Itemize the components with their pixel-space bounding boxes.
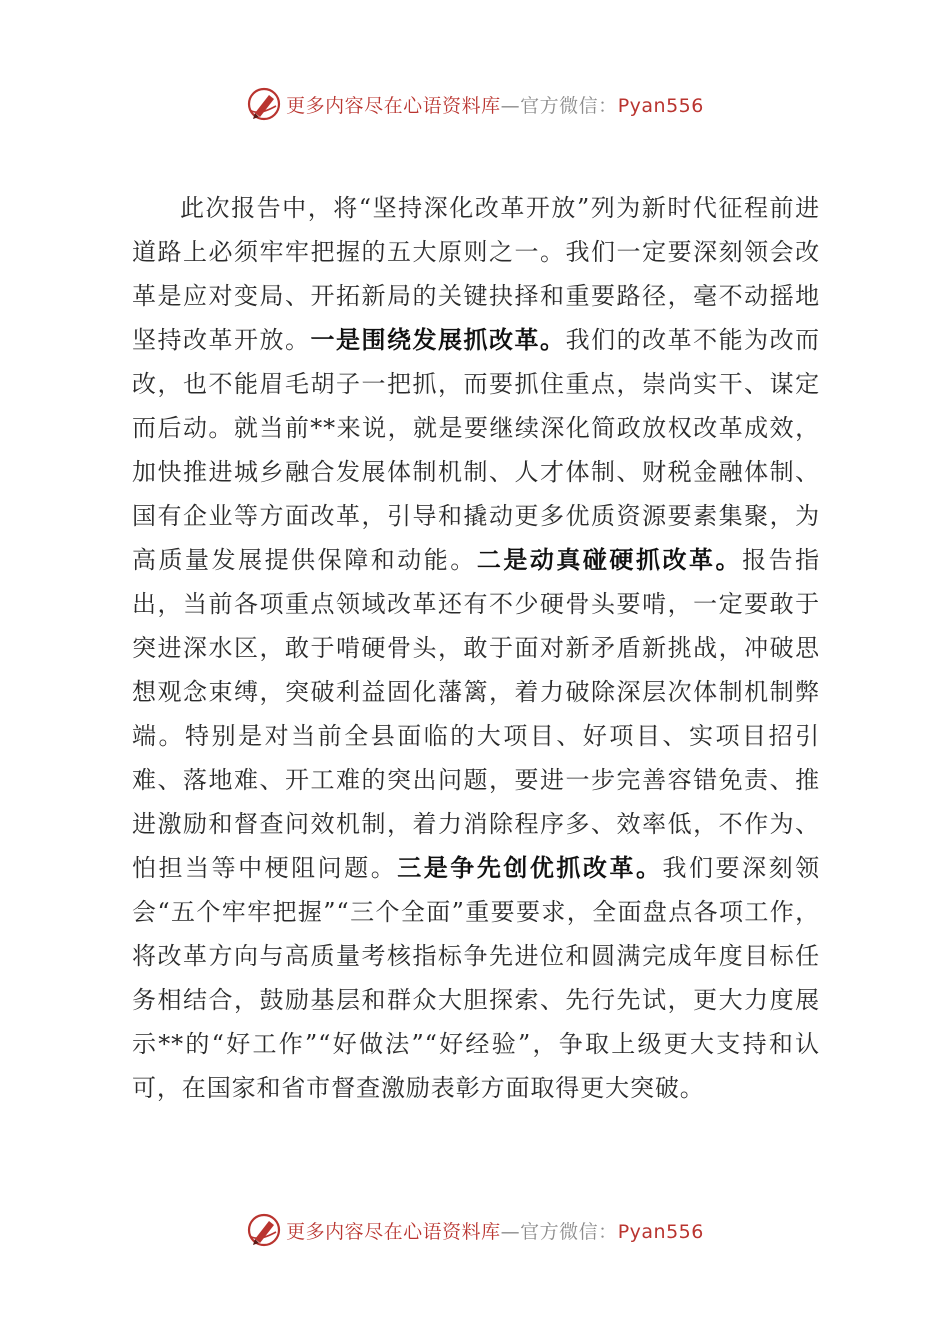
body-text-segment: 我们要深刻领会“五个牢牢把握”“三个全面”重要要求，全面盘点各项工作，将改革方向与高质量考核指标争先进位和圆满完成年度目标任务相结合，鼓励基层和群众大胆探索、先行先试，更大力度展示**的“好工作”“好做法”“好经验”，争取上级更大支持和认可，在国家和省市督查激励表彰方面取得更大突破。: [132, 854, 821, 1102]
watermark-text: [286, 1217, 704, 1244]
footer-watermark: [0, 1210, 950, 1250]
body-text-segment: 报告指出，当前各项重点领域改革还有不少硬骨头要啃，一定要敢于突进深水区，敢于啃硬骨头，敢于面对新矛盾新挑战，冲破思想观念束缚，突破利益固化藩篱，着力破除深层次体制机制弊端。特别是对当前全县面临的大项目、好项目、实项目招引难、落地难、开工难的突出问题，要进一步完善容错免责、推进激励和督查问效机制，着力消除程序多、效率低，不作为、怕担当等中梗阻问题。: [132, 546, 821, 882]
body-paragraph: [132, 186, 820, 1110]
pen-logo-icon: [246, 86, 282, 122]
watermark-dash: —: [500, 1220, 521, 1243]
bold-heading-3: 三是争先创优抓改革。: [397, 853, 663, 882]
watermark-title: 更多内容尽在心语资料库: [286, 94, 501, 117]
body-text-segment: 我们的改革不能为改而改，也不能眉毛胡子一把抓，而要抓住重点，崇尚实干、谋定而后动。就当前**来说，就是要继续深化简政放权改革成效，加快推进城乡融合发展体制机制、人才体制、财税金融体制、国有企业等方面改革，引导和撬动更多优质资源要素集聚，为高质量发展提供保障和动能。: [132, 326, 821, 574]
watermark-wechat-label: 官方微信：: [520, 1220, 618, 1243]
watermark-text: [286, 91, 704, 118]
bold-heading-2: 二是动真碰硬抓改革。: [476, 545, 743, 574]
bold-heading-1: 一是围绕发展抓改革。: [310, 325, 566, 354]
watermark-dash: —: [500, 94, 521, 117]
watermark-wechat-id: Pyan556: [617, 1220, 704, 1243]
header-watermark: [0, 84, 950, 124]
pen-logo-icon: [246, 1212, 282, 1248]
watermark-title: 更多内容尽在心语资料库: [286, 1220, 501, 1243]
body-text-segment: 此次报告中，将“坚持深化改革开放”列为新时代征程前进道路上必须牢牢把握的五大原则之一。我们一定要深刻领会改革是应对变局、开拓新局的关键抉择和重要路径，毫不动摇地坚持改革开放。: [132, 194, 820, 354]
watermark-wechat-label: 官方微信：: [520, 94, 618, 117]
watermark-wechat-id: Pyan556: [617, 94, 704, 117]
